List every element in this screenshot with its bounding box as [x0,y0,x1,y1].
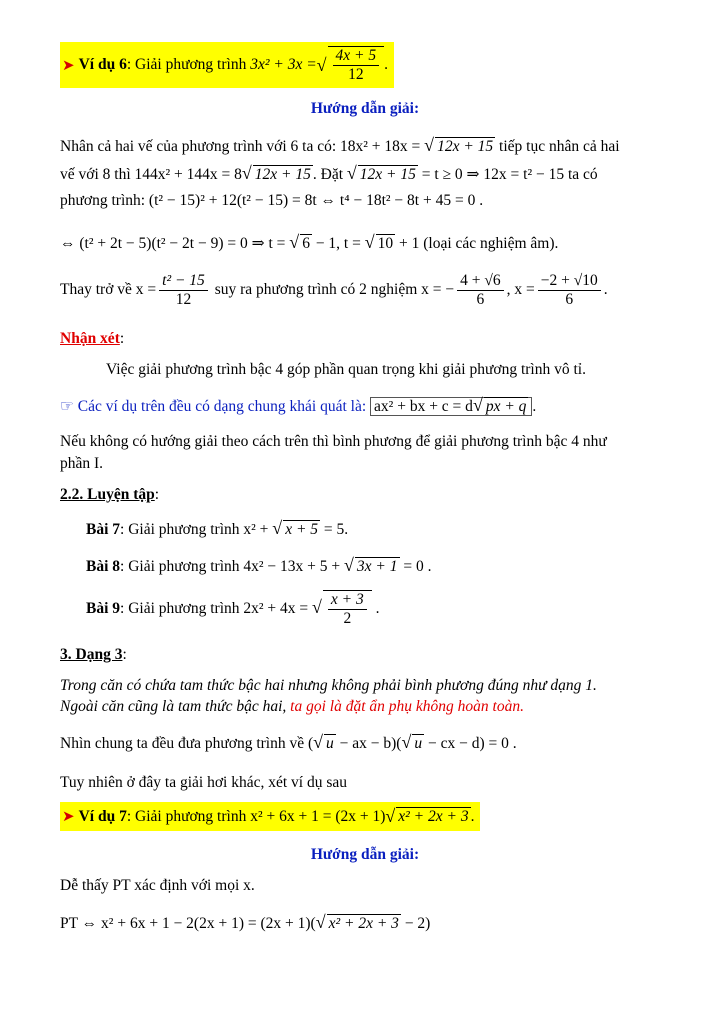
solution-heading: Hướng dẫn giải: [310,846,420,863]
type-3-heading: 3. Dạng 3: [60,646,127,663]
remark-heading: Nhận xét: [60,330,125,347]
equation: 3x² + 3x = [250,56,317,73]
paragraph-line: vế với 8 thì 144x² + 144x = 8√ 12x + 15 . Đặt √ 12x + 15 = t ≥ 0 ⇒ 12x = t² − 15 ta có [60,163,598,183]
paragraph-line: Nhìn chung ta đều đưa phương trình về (√ u − ax − b)(√ u − cx − d) = 0 . [60,732,517,752]
hint-line: ☞ Các ví dụ trên đều có dạng chung khái quát là: ax² + bx + c = d√ px + q . [60,395,537,415]
example-label: Ví dụ 6 [78,56,127,73]
example-6: ➤ Ví dụ 6 : Giải phương trình 3x² + 3x = √ $\frac{4x + 5}{12}$ . [60,42,394,88]
paragraph-line: Dễ thấy PT xác định với mọi x. [60,877,255,894]
exercise-9: Bài 9: Giải phương trình 2x² + 4x = √ $\frac{x + 3}{2}$ . [86,591,380,627]
italic-line: Ngoài căn cũng là tam thức bậc hai, ta gọi là đặt ẩn phụ không hoàn toàn. [60,698,524,715]
practice-heading: 2.2. Luyện tập: [60,486,160,503]
paragraph-line: ⇔ (t² + 2t − 5)(t² − 2t − 9) = 0 ⇒ t = √ 6 − 1, t = √ 10 + 1 (loại các nghiệm âm). [60,232,559,252]
solution-heading: Hướng dẫn giải: [310,100,420,117]
example-7: ➤ Ví dụ 7 : Giải phương trình x² + 6x + 1 = (2x + 1) √ x² + 2x + 3 . [60,802,480,831]
paragraph-line: phần I. [60,455,104,472]
paragraph-line: PT ⇔ x² + 6x + 1 − 2(2x + 1) = (2x + 1)(√ x² + 2x + 3 − 2) [60,912,431,932]
paragraph-line: phương trình: (t² − 15)² + 12(t² − 15) = 8t ⇔ t⁴ − 18t² − 8t + 45 = 0 . [60,192,484,209]
paragraph-line: Thay trở về x = $\frac{\text{t² − 15}}{12}$ suy ra phương trình có 2 nghiệm x = − $\frac{4 + √6}{6}$ , x = $\frac{-2 + √10}{6}$ . [60,272,608,308]
arrow-icon: ➤ [62,57,75,74]
paragraph-line: Nếu không có hướng giải theo cách trên thì bình phương để giải phương trình bậc 4 như [60,433,607,450]
italic-line: Trong căn có chứa tam thức bậc hai nhưng không phải bình phương đúng như dạng 1. [60,677,597,694]
remark-text: Việc giải phương trình bậc 4 góp phần quan trọng khi giải phương trình vô tỉ. [106,361,586,378]
exercise-7: Bài 7: Giải phương trình x² + √ x + 5 = 5. [86,518,349,538]
pointing-hand-icon: ☞ [60,398,74,415]
arrow-icon: ➤ [62,809,75,825]
exercise-8: Bài 8: Giải phương trình 4x² − 13x + 5 + √ 3x + 1 = 0 . [86,555,432,575]
paragraph-line: Tuy nhiên ở đây ta giải hơi khác, xét ví dụ sau [60,774,348,791]
paragraph-line: Nhân cả hai vế của phương trình với 6 ta có: 18x² + 18x = √ 12x + 15 tiếp tục nhân cả hai [60,135,620,155]
